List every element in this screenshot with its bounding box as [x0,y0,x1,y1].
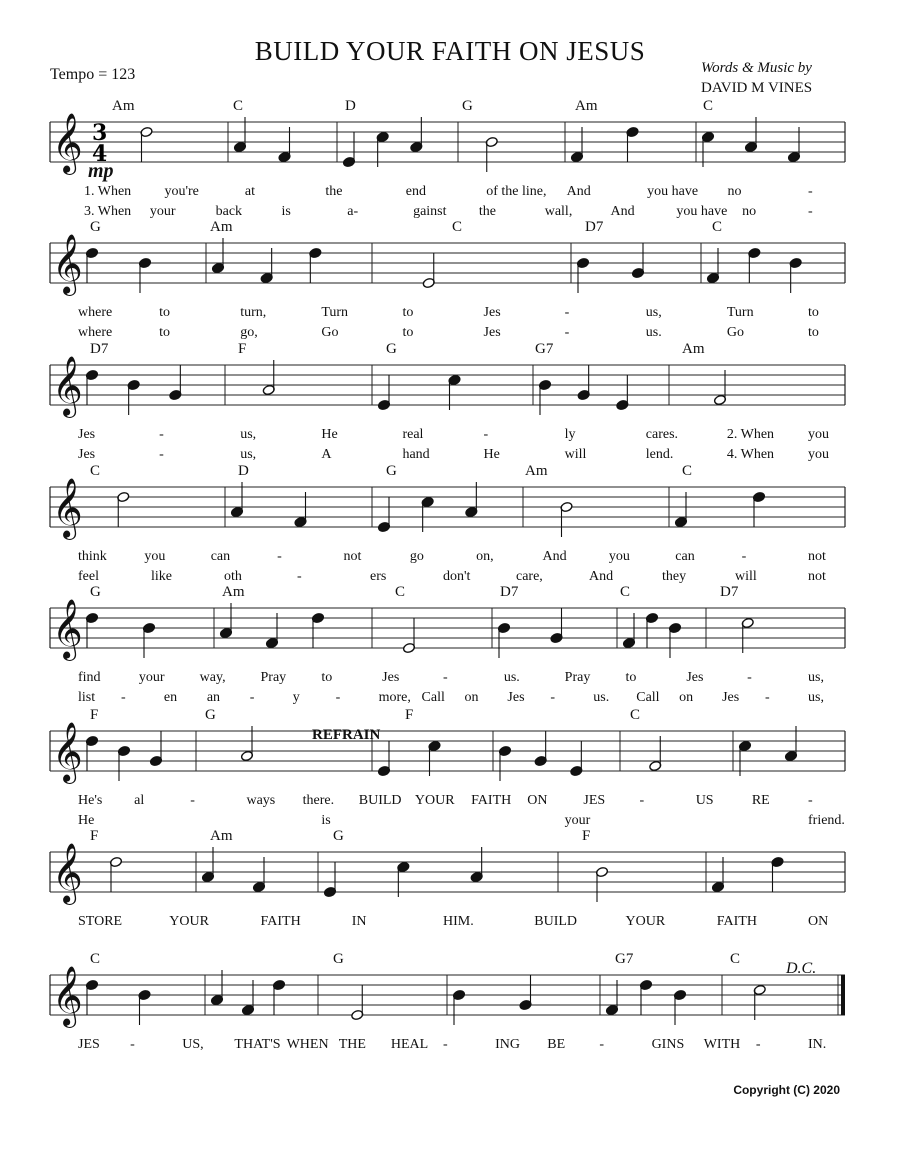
lyric-syllable: - [483,427,489,442]
lyric-syllable: Jes [686,670,704,685]
lyric-syllable: He [321,427,338,442]
lyric-syllable: - [120,690,126,705]
lyric-syllable: to [402,325,414,340]
refrain-label: REFRAIN [312,727,381,743]
lyric-syllable: Jes [483,325,501,340]
treble-clef-icon: 𝄞 [52,599,83,659]
lyric-syllable: 3. When [84,204,132,219]
lyric-syllable: you're [164,184,199,199]
chord-symbol: C [703,98,714,114]
lyric-syllable: cares. [645,427,679,442]
lyric-syllable: to [625,670,637,685]
lyric-syllable: US, [182,1037,204,1052]
lyric-syllable: YOUR [625,914,666,929]
treble-clef-icon: 𝄞 [52,113,83,173]
lyric-syllable: THAT'S [234,1037,281,1052]
lyric-syllable: a- [347,204,359,219]
lyric-syllable: no [742,204,757,219]
lyric-syllable: IN [351,914,367,929]
lyric-syllable: - [639,793,645,808]
lyric-syllable: JES [78,1037,100,1052]
lyric-syllable: not [808,569,826,584]
lyric-syllable: YOUR [169,914,209,929]
lyric-syllable: - [159,447,164,462]
chord-symbol: Am [682,341,705,357]
chord-symbol: C [730,951,741,967]
lyric-syllable: to [321,670,333,685]
chord-symbol: C [395,584,406,600]
lyric-syllable: JES [583,793,606,808]
lyric-syllable: to [808,305,819,320]
chord-symbol: Am [525,463,548,479]
lyric-syllable: ON [808,914,829,929]
lyric-syllable: - [765,690,770,705]
chord-symbol: G [462,98,473,114]
chord-symbol: G [386,341,397,357]
chord-symbol: C [452,219,463,235]
lyric-syllable: - [159,427,164,442]
chord-symbol: C [630,707,641,723]
lyric-syllable: no [727,184,742,199]
lyric-syllable: you [144,549,166,564]
lyric-syllable: like [151,569,172,584]
lyric-syllable: 1. When [84,184,132,199]
lyric-syllable: - [599,1037,605,1052]
lyric-syllable: - [443,1037,448,1052]
chord-symbol: G [333,828,344,844]
lyric-syllable: us, [240,447,257,462]
lyric-syllable: - [277,549,282,564]
lyric-syllable: the [478,204,497,219]
lyric-syllable: - [808,204,813,219]
lyric-syllable: oth [224,569,242,584]
lyric-syllable: will [735,569,757,584]
lyric-syllable: can [210,549,231,564]
lyric-syllable: He's [78,793,103,808]
lyric-syllable: go [409,549,424,564]
treble-clef-icon: 𝄞 [52,843,83,903]
lyric-syllable: Jes [507,690,525,705]
dc-marking: D.C. [786,960,817,977]
lyric-syllable: THE [338,1037,366,1052]
lyric-syllable: - [564,325,570,340]
chord-symbol: Am [210,219,233,235]
lyric-syllable: Jes [483,305,501,320]
lyric-syllable: you have [676,204,728,219]
composer-name: DAVID M VINES [701,80,813,96]
lyric-syllable: FAITH [716,914,757,929]
lyric-syllable: where [78,325,113,340]
lyric-syllable: you [608,549,630,564]
lyric-syllable: us. [645,325,662,340]
chord-symbol: F [582,828,591,844]
lyric-syllable: US [695,793,714,808]
lyric-syllable: is [321,813,331,828]
lyric-syllable: your [149,204,176,219]
lyric-syllable: YOUR [414,793,455,808]
dynamic-marking: mp [88,160,114,182]
lyric-syllable: gainst [413,204,447,219]
lyric-syllable: Go [321,325,339,340]
lyric-syllable: on, [476,549,494,564]
lyric-syllable: Pray [564,670,591,685]
lyric-syllable: you [808,447,829,462]
lyric-syllable: find [78,670,101,685]
chord-symbol: F [90,707,99,723]
lyric-syllable: ING [495,1037,521,1052]
lyric-syllable: Go [726,325,744,340]
treble-clef-icon: 𝄞 [52,356,83,416]
lyric-syllable: friend. [808,813,845,828]
chord-symbol: D [238,463,249,479]
lyric-syllable: en [163,690,178,705]
lyric-syllable: BUILD [534,914,578,929]
chord-symbol: G7 [535,341,554,357]
chord-symbol: C [233,98,244,114]
lyric-syllable: go, [240,325,258,340]
chord-symbol: C [682,463,693,479]
chord-symbol: C [90,463,101,479]
chord-symbol: C [712,219,723,235]
lyric-syllable: on [679,690,694,705]
final-barline-thick [841,975,845,1015]
lyric-syllable: And [566,184,591,199]
tempo-marking: Tempo = 123 [50,66,136,83]
lyric-syllable: us, [808,670,824,685]
lyric-syllable: wall, [544,204,573,219]
lyric-syllable: Jes [78,447,96,462]
lyric-syllable: to [808,325,819,340]
lyric-syllable: - [550,690,556,705]
lyric-syllable: you [808,427,829,442]
lyric-syllable: Jes [382,670,400,685]
lyric-syllable: FAITH [471,793,512,808]
lyric-syllable: your [564,813,591,828]
chord-symbol: F [238,341,247,357]
treble-clef-icon: 𝄞 [52,478,83,538]
chord-symbol: F [90,828,99,844]
lyric-syllable: Call [421,690,445,705]
treble-clef-icon: 𝄞 [52,722,83,782]
lyric-syllable: list [78,690,96,705]
lyric-syllable: to [402,305,414,320]
chord-symbol: F [405,707,414,723]
lyric-syllable: more, [378,690,411,705]
lyric-syllable: on [464,690,479,705]
lyric-syllable: - [190,793,195,808]
lyric-syllable: back [215,204,243,219]
lyric-syllable: you have [647,184,699,199]
lyric-syllable: ers [370,569,387,584]
chord-symbol: G [90,219,101,235]
lyric-syllable: y [292,690,300,705]
lyric-syllable: And [589,569,614,584]
lyric-syllable: - [297,569,302,584]
lyric-syllable: us, [240,427,257,442]
chord-symbol: D7 [585,219,604,235]
lyric-syllable: HEAL [390,1037,429,1052]
lyric-syllable: WITH [703,1037,741,1052]
lyric-syllable: the [325,184,343,199]
chord-symbol: D7 [720,584,739,600]
chord-symbol: C [90,951,101,967]
lyric-syllable: to [159,305,170,320]
lyric-syllable: not [343,549,362,564]
lyric-syllable: - [808,793,813,808]
lyric-syllable: end [405,184,426,199]
lyric-syllable: GINS [651,1037,685,1052]
lyric-syllable: - [808,184,813,199]
chord-symbol: C [620,584,631,600]
lyric-syllable: - [564,305,570,320]
lyric-syllable: of the line, [486,184,547,199]
credit-line: Words & Music by [701,60,812,76]
chord-symbol: D7 [500,584,519,600]
lyric-syllable: is [281,204,291,219]
song-title: BUILD YOUR FAITH ON JESUS [254,36,646,66]
lyric-syllable: to [159,325,170,340]
lyric-syllable: feel [78,569,99,584]
lyric-syllable: WHEN [286,1037,329,1052]
lyric-syllable: Turn [321,305,349,320]
lyric-syllable: And [610,204,635,219]
lyric-syllable: BE [547,1037,566,1052]
lyric-syllable: care, [516,569,543,584]
chord-symbol: D7 [90,341,109,357]
lyric-syllable: A [321,447,332,462]
lyric-syllable: - [130,1037,135,1052]
lyric-syllable: FAITH [260,914,301,929]
copyright-notice: Copyright (C) 2020 [733,1083,840,1097]
lyric-syllable: ways [246,793,276,808]
lyric-syllable: an [206,690,221,705]
lyric-syllable: real [402,427,424,442]
lyric-syllable: Jes [722,690,740,705]
lyric-syllable: 2. When [726,427,775,442]
lyric-syllable: - [249,690,255,705]
chord-symbol: G [333,951,344,967]
lyric-syllable: STORE [78,914,123,929]
lyric-syllable: not [808,549,826,564]
lyric-syllable: - [755,1037,761,1052]
lyric-syllable: think [78,549,107,564]
time-signature-top: 3 [92,120,108,146]
chord-symbol: Am [112,98,135,114]
chord-symbol: G7 [615,951,634,967]
treble-clef-icon: 𝄞 [52,966,83,1026]
lyric-syllable: ON [527,793,548,808]
lyric-syllable: HIM. [443,914,474,929]
lyric-syllable: us, [645,305,662,320]
chord-symbol: Am [210,828,233,844]
lyric-syllable: al [134,793,145,808]
lyric-syllable: ly [564,427,576,442]
lyric-syllable: He [78,813,95,828]
chord-symbol: Am [222,584,245,600]
chord-symbol: Am [575,98,598,114]
lyric-syllable: Pray [260,670,287,685]
lyric-syllable: - [747,670,752,685]
lyric-syllable: us, [808,690,824,705]
lyric-syllable: where [78,305,113,320]
lyric-syllable: us. [503,670,520,685]
lyric-syllable: BUILD [358,793,402,808]
lyric-syllable: Call [636,690,660,705]
lyric-syllable: He [483,447,500,462]
lyric-syllable: - [335,690,341,705]
lyric-syllable: don't [443,569,471,584]
chord-symbol: G [386,463,397,479]
chord-symbol: G [205,707,216,723]
treble-clef-icon: 𝄞 [52,234,83,294]
lyric-syllable: hand [402,447,430,462]
lyric-syllable: Turn [726,305,754,320]
time-signature-bottom: 4 [92,141,108,167]
lyric-syllable: - [741,549,747,564]
lyric-syllable: way, [199,670,226,685]
lyric-syllable: they [662,569,687,584]
lyric-syllable: Jes [78,427,96,442]
lyric-syllable: RE [751,793,770,808]
lyric-syllable: can [675,549,695,564]
lyric-syllable: lend. [645,447,674,462]
lyric-syllable: 4. When [726,447,775,462]
chord-symbol: D [345,98,356,114]
lyric-syllable: at [244,184,255,199]
lyric-syllable: IN. [808,1037,827,1052]
lyric-syllable: your [138,670,165,685]
lyric-syllable: - [443,670,448,685]
lyric-syllable: will [564,447,587,462]
lyric-syllable: turn, [240,305,267,320]
lyric-syllable: us. [593,690,610,705]
lyric-syllable: And [542,549,567,564]
lyric-syllable: there. [302,793,335,808]
chord-symbol: G [90,584,101,600]
